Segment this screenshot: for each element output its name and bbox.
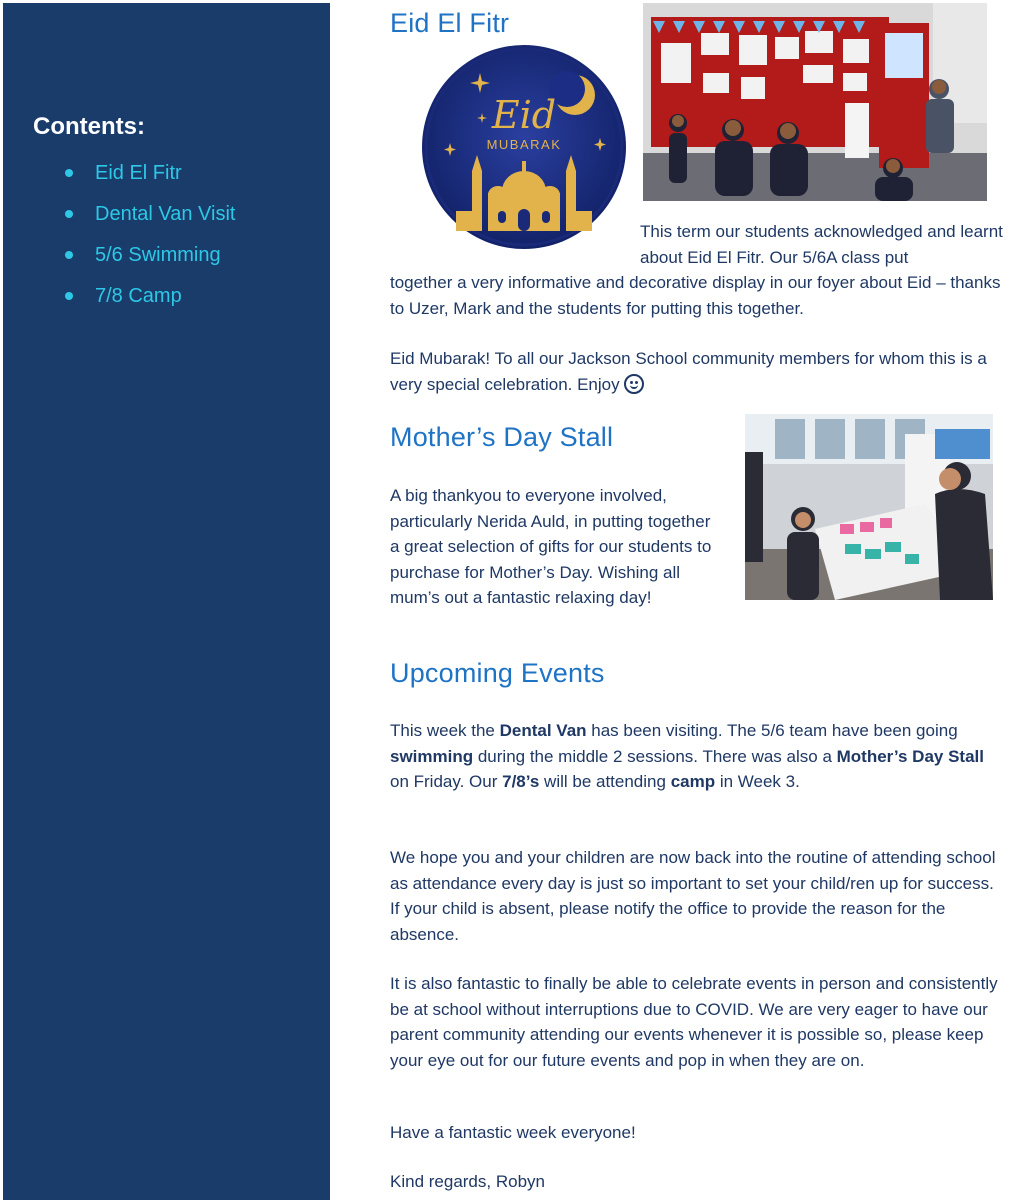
smiley-icon <box>624 374 644 394</box>
mothers-day-heading: Mother’s Day Stall <box>390 422 614 452</box>
contents-list <box>63 158 235 322</box>
badge-subtitle: MUBARAK <box>486 137 562 152</box>
closing-line: Have a fantastic week everyone! <box>390 1123 636 1142</box>
events-paragraph-1: This week the Dental Van has been visiting. The 5/6 team have been going swimming during the middle 2 sessions. There was also a Mother’s Day Stall on Friday. Our 7/8’s will be attending camp in Week 3. <box>390 721 984 791</box>
dental-van-bold: Dental Van <box>499 721 587 740</box>
contents-sidebar <box>3 3 330 1200</box>
mothers-day-stall-bold: Mother’s Day Stall <box>836 746 984 766</box>
toc-item-eid[interactable]: Eid El Fitr <box>63 158 235 199</box>
eid-heading: Eid El Fitr <box>390 8 510 38</box>
toc-item-camp[interactable]: 7/8 Camp <box>63 281 235 322</box>
camp-bold: camp <box>670 772 716 791</box>
mothers-day-paragraph: A big thankyou to everyone involved, particularly Nerida Auld, in putting together a great selection of gifts for our students to purchase for Mother’s Day. Wishing all mum’s out a fantastic relaxing day! <box>390 486 712 607</box>
signature-line: Kind regards, Robyn <box>390 1172 545 1191</box>
year-78-bold: 7/8’s <box>502 772 540 791</box>
events-paragraph-3: It is also fantastic to finally be able to celebrate events in person and consistently be at school without interruptions due to COVID. We are very eager to have our parent community attending our events whenever it is possible so, please keep your eye out for our future events and pop in when they are on. <box>390 974 998 1070</box>
events-paragraph-2: We hope you and your children are now back into the routine of attending school as attendance every day is just so important to set your child/ren up for success. If your child is absent, please notify the office to provide the reason for the absence. <box>390 848 996 944</box>
eid-paragraph-start: This term our students acknowledged and learnt about Eid El Fitr. Our 5/6A class put <box>640 222 1003 267</box>
contents-title: Contents: <box>33 113 145 140</box>
swimming-bold: swimming <box>390 746 474 766</box>
toc-item-dental-van[interactable]: Dental Van Visit <box>63 199 235 240</box>
badge-word: Eid <box>491 93 557 137</box>
eid-paragraph-continued: together a very informative and decorative display in our foyer about Eid – thanks to Uzer, Mark and the students for putting this together. <box>390 273 1001 318</box>
eid-greeting-text: Eid Mubarak! To all our Jackson School community members for whom this is a very special celebration. Enjoy <box>390 349 987 394</box>
eid-greeting-paragraph <box>390 346 1005 397</box>
upcoming-events-heading: Upcoming Events <box>390 658 605 688</box>
toc-item-swimming[interactable]: 5/6 Swimming <box>63 240 235 281</box>
eid-intro-line <box>640 219 1005 270</box>
